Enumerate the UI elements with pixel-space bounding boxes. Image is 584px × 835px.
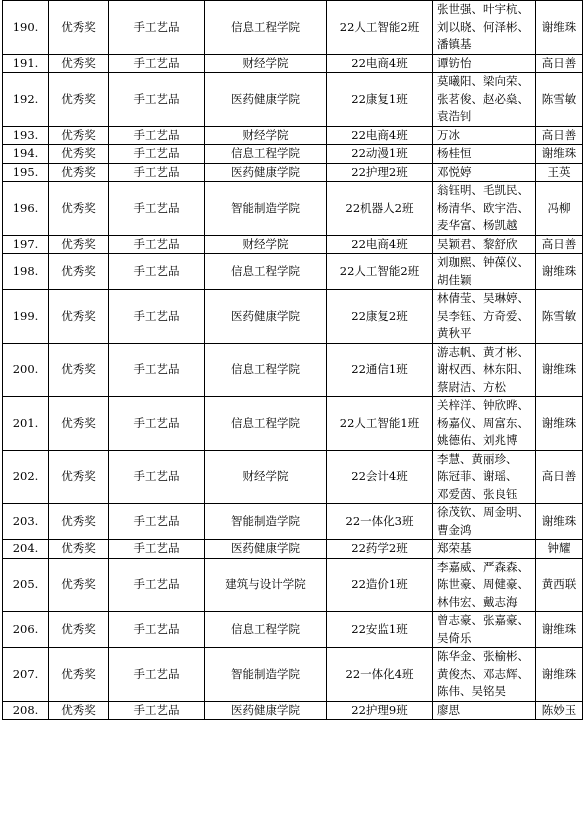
- class-name: 22康复2班: [327, 290, 433, 344]
- row-number: 192.: [3, 73, 49, 127]
- award-level: 优秀奖: [49, 182, 109, 236]
- row-number: 204.: [3, 540, 49, 559]
- college-name: 财经学院: [205, 235, 327, 254]
- student-names: [433, 235, 536, 254]
- teacher-name: 陈雪敏: [536, 73, 583, 127]
- student-name-line: 曹金鸿: [437, 522, 472, 537]
- student-names: [433, 397, 536, 451]
- work-category: 手工艺品: [109, 73, 205, 127]
- work-category: 手工艺品: [109, 397, 205, 451]
- student-name-line: 杨桂恒: [437, 146, 472, 160]
- work-category: 手工艺品: [109, 145, 205, 164]
- class-name: 22人工智能1班: [327, 397, 433, 451]
- table-row: [3, 163, 583, 182]
- student-name-line: 邓悦婷: [437, 164, 472, 179]
- student-name-line: 郑荣基: [437, 541, 472, 555]
- award-level: 优秀奖: [49, 163, 109, 182]
- student-names: [433, 126, 536, 145]
- college-name: 智能制造学院: [205, 182, 327, 236]
- award-level: 优秀奖: [49, 73, 109, 127]
- class-name: 22人工智能2班: [327, 254, 433, 290]
- student-name-line: 陈冠菲、谢瑶、: [437, 469, 518, 483]
- work-category: 手工艺品: [109, 701, 205, 720]
- student-name-line: 徐茂钦、周金明、: [437, 505, 529, 519]
- work-category: 手工艺品: [109, 163, 205, 182]
- student-name-line: 刘以晓、何泽彬、: [437, 19, 529, 34]
- student-name-line: 杨清华、欧宇浩、: [437, 200, 529, 215]
- award-level: 优秀奖: [49, 648, 109, 702]
- college-name: 医药健康学院: [205, 163, 327, 182]
- college-name: 医药健康学院: [205, 73, 327, 127]
- college-name: 财经学院: [205, 54, 327, 73]
- award-table-body: [3, 1, 583, 720]
- student-name-line: 陈世豪、周健豪、: [437, 577, 529, 591]
- college-name: 医药健康学院: [205, 701, 327, 720]
- award-level: 优秀奖: [49, 343, 109, 397]
- class-name: 22造价1班: [327, 558, 433, 612]
- award-level: 优秀奖: [49, 290, 109, 344]
- college-name: 信息工程学院: [205, 145, 327, 164]
- row-number: 190.: [3, 1, 49, 55]
- teacher-name: 黄西联: [536, 558, 583, 612]
- award-level: 优秀奖: [49, 235, 109, 254]
- work-category: 手工艺品: [109, 290, 205, 344]
- work-category: 手工艺品: [109, 54, 205, 73]
- class-name: 22会计4班: [327, 450, 433, 504]
- table-row: [3, 397, 583, 451]
- work-category: 手工艺品: [109, 235, 205, 254]
- work-category: 手工艺品: [109, 343, 205, 397]
- row-number: 206.: [3, 612, 49, 648]
- teacher-name: 谢维珠: [536, 612, 583, 648]
- award-level: 优秀奖: [49, 450, 109, 504]
- student-name-line: 李慧、黄丽珍、: [437, 451, 518, 466]
- row-number: 195.: [3, 163, 49, 182]
- student-name-line: 谭钫怡: [437, 55, 472, 70]
- teacher-name: 谢维珠: [536, 145, 583, 164]
- teacher-name: 冯柳: [536, 182, 583, 236]
- student-name-line: 邓爱茵、张良钰: [437, 486, 518, 501]
- student-name-line: 刘珈熙、钟葆仪、: [437, 255, 529, 269]
- student-name-line: 廖思: [437, 702, 460, 717]
- college-name: 信息工程学院: [205, 612, 327, 648]
- work-category: 手工艺品: [109, 558, 205, 612]
- award-level: 优秀奖: [49, 701, 109, 720]
- college-name: 医药健康学院: [205, 290, 327, 344]
- teacher-name: 谢维珠: [536, 254, 583, 290]
- class-name: 22电商4班: [327, 54, 433, 73]
- teacher-name: 谢维珠: [536, 504, 583, 540]
- teacher-name: 谢维珠: [536, 343, 583, 397]
- student-names: [433, 54, 536, 73]
- work-category: 手工艺品: [109, 612, 205, 648]
- teacher-name: 陈妙玉: [536, 701, 583, 720]
- table-row: [3, 254, 583, 290]
- student-name-line: 吴颖君、黎舒欣: [437, 236, 518, 251]
- row-number: 208.: [3, 701, 49, 720]
- student-names: [433, 254, 536, 290]
- table-row: [3, 235, 583, 254]
- row-number: 199.: [3, 290, 49, 344]
- college-name: 信息工程学院: [205, 1, 327, 55]
- row-number: 207.: [3, 648, 49, 702]
- student-name-line: 潘镇基: [437, 37, 472, 51]
- student-name-line: 张茗俊、赵必燊、: [437, 91, 529, 106]
- student-names: [433, 558, 536, 612]
- award-level: 优秀奖: [49, 126, 109, 145]
- student-names: [433, 73, 536, 127]
- class-name: 22药学2班: [327, 540, 433, 559]
- table-row: [3, 540, 583, 559]
- student-name-line: 黄俊杰、邓志辉、: [437, 666, 529, 681]
- student-name-line: 陈伟、吴铭昊: [437, 684, 506, 698]
- table-row: [3, 504, 583, 540]
- student-names: [433, 290, 536, 344]
- class-name: 22电商4班: [327, 126, 433, 145]
- student-names: [433, 540, 536, 559]
- table-row: [3, 290, 583, 344]
- student-name-line: 杨嘉仪、周富东、: [437, 415, 529, 430]
- student-name-line: 胡佳颖: [437, 272, 472, 287]
- table-row: [3, 450, 583, 504]
- table-row: [3, 1, 583, 55]
- row-number: 198.: [3, 254, 49, 290]
- teacher-name: 谢维珠: [536, 1, 583, 55]
- award-level: 优秀奖: [49, 54, 109, 73]
- student-names: [433, 450, 536, 504]
- student-name-line: 林倩莹、吴琳婷、: [437, 291, 529, 305]
- row-number: 196.: [3, 182, 49, 236]
- row-number: 205.: [3, 558, 49, 612]
- college-name: 医药健康学院: [205, 540, 327, 559]
- student-names: [433, 163, 536, 182]
- student-name-line: 袁浩钊: [437, 109, 472, 123]
- student-names: [433, 145, 536, 164]
- class-name: 22康复1班: [327, 73, 433, 127]
- award-level: 优秀奖: [49, 558, 109, 612]
- teacher-name: 陈雪敏: [536, 290, 583, 344]
- class-name: 22安监1班: [327, 612, 433, 648]
- student-name-line: 曾志豪、张嘉豪、: [437, 613, 529, 627]
- table-row: [3, 343, 583, 397]
- table-row: [3, 701, 583, 720]
- college-name: 智能制造学院: [205, 648, 327, 702]
- work-category: 手工艺品: [109, 504, 205, 540]
- class-name: 22一体化4班: [327, 648, 433, 702]
- row-number: 203.: [3, 504, 49, 540]
- class-name: 22护理2班: [327, 163, 433, 182]
- student-name-line: 关梓洋、钟欣晔、: [437, 398, 529, 412]
- student-names: [433, 504, 536, 540]
- work-category: 手工艺品: [109, 254, 205, 290]
- college-name: 信息工程学院: [205, 254, 327, 290]
- table-row: [3, 182, 583, 236]
- work-category: 手工艺品: [109, 540, 205, 559]
- table-row: [3, 54, 583, 73]
- college-name: 智能制造学院: [205, 504, 327, 540]
- teacher-name: 高日善: [536, 235, 583, 254]
- student-name-line: 陈华金、张榆彬、: [437, 649, 529, 663]
- student-names: [433, 701, 536, 720]
- award-level: 优秀奖: [49, 1, 109, 55]
- class-name: 22人工智能2班: [327, 1, 433, 55]
- table-row: [3, 648, 583, 702]
- work-category: 手工艺品: [109, 450, 205, 504]
- teacher-name: 高日善: [536, 450, 583, 504]
- table-row: [3, 612, 583, 648]
- student-name-line: 莫曦阳、梁向荣、: [437, 74, 529, 88]
- college-name: 信息工程学院: [205, 343, 327, 397]
- row-number: 191.: [3, 54, 49, 73]
- teacher-name: 王英: [536, 163, 583, 182]
- teacher-name: 谢维珠: [536, 648, 583, 702]
- student-name-line: 李嘉威、严森森、: [437, 559, 529, 574]
- class-name: 22通信1班: [327, 343, 433, 397]
- award-level: 优秀奖: [49, 145, 109, 164]
- row-number: 197.: [3, 235, 49, 254]
- work-category: 手工艺品: [109, 182, 205, 236]
- student-names: [433, 648, 536, 702]
- award-level: 优秀奖: [49, 540, 109, 559]
- student-name-line: 游志帆、黄才彬、: [437, 344, 529, 359]
- student-names: [433, 612, 536, 648]
- class-name: 22电商4班: [327, 235, 433, 254]
- student-name-line: 吴倚乐: [437, 630, 472, 645]
- teacher-name: 高日善: [536, 54, 583, 73]
- student-name-line: 麦华富、杨凯越: [437, 218, 518, 232]
- student-name-line: 蔡尉洁、方松: [437, 379, 506, 394]
- student-names: [433, 182, 536, 236]
- teacher-name: 钟耀: [536, 540, 583, 559]
- work-category: 手工艺品: [109, 1, 205, 55]
- row-number: 200.: [3, 343, 49, 397]
- class-name: 22动漫1班: [327, 145, 433, 164]
- award-level: 优秀奖: [49, 504, 109, 540]
- student-name-line: 林伟宏、戴志海: [437, 594, 518, 609]
- table-row: [3, 145, 583, 164]
- student-names: [433, 343, 536, 397]
- student-name-line: 谢权西、林东阳、: [437, 362, 529, 376]
- class-name: 22机器人2班: [327, 182, 433, 236]
- work-category: 手工艺品: [109, 126, 205, 145]
- student-name-line: 张世强、叶宇杭、: [437, 2, 529, 16]
- college-name: 信息工程学院: [205, 397, 327, 451]
- table-row: [3, 558, 583, 612]
- row-number: 194.: [3, 145, 49, 164]
- college-name: 建筑与设计学院: [205, 558, 327, 612]
- table-row: [3, 126, 583, 145]
- table-row: [3, 73, 583, 127]
- student-name-line: 黄秋平: [437, 326, 472, 340]
- student-name-line: 翁钰明、毛凯民、: [437, 183, 529, 197]
- row-number: 193.: [3, 126, 49, 145]
- teacher-name: 高日善: [536, 126, 583, 145]
- student-names: [433, 1, 536, 55]
- row-number: 202.: [3, 450, 49, 504]
- teacher-name: 谢维珠: [536, 397, 583, 451]
- award-table: [2, 0, 583, 720]
- student-name-line: 姚德佑、刘兆博: [437, 433, 518, 447]
- college-name: 财经学院: [205, 450, 327, 504]
- award-level: 优秀奖: [49, 254, 109, 290]
- student-name-line: 万冰: [437, 127, 460, 142]
- work-category: 手工艺品: [109, 648, 205, 702]
- award-level: 优秀奖: [49, 612, 109, 648]
- college-name: 财经学院: [205, 126, 327, 145]
- row-number: 201.: [3, 397, 49, 451]
- class-name: 22护理9班: [327, 701, 433, 720]
- class-name: 22一体化3班: [327, 504, 433, 540]
- student-name-line: 吴李钰、方奇爱、: [437, 308, 529, 323]
- award-level: 优秀奖: [49, 397, 109, 451]
